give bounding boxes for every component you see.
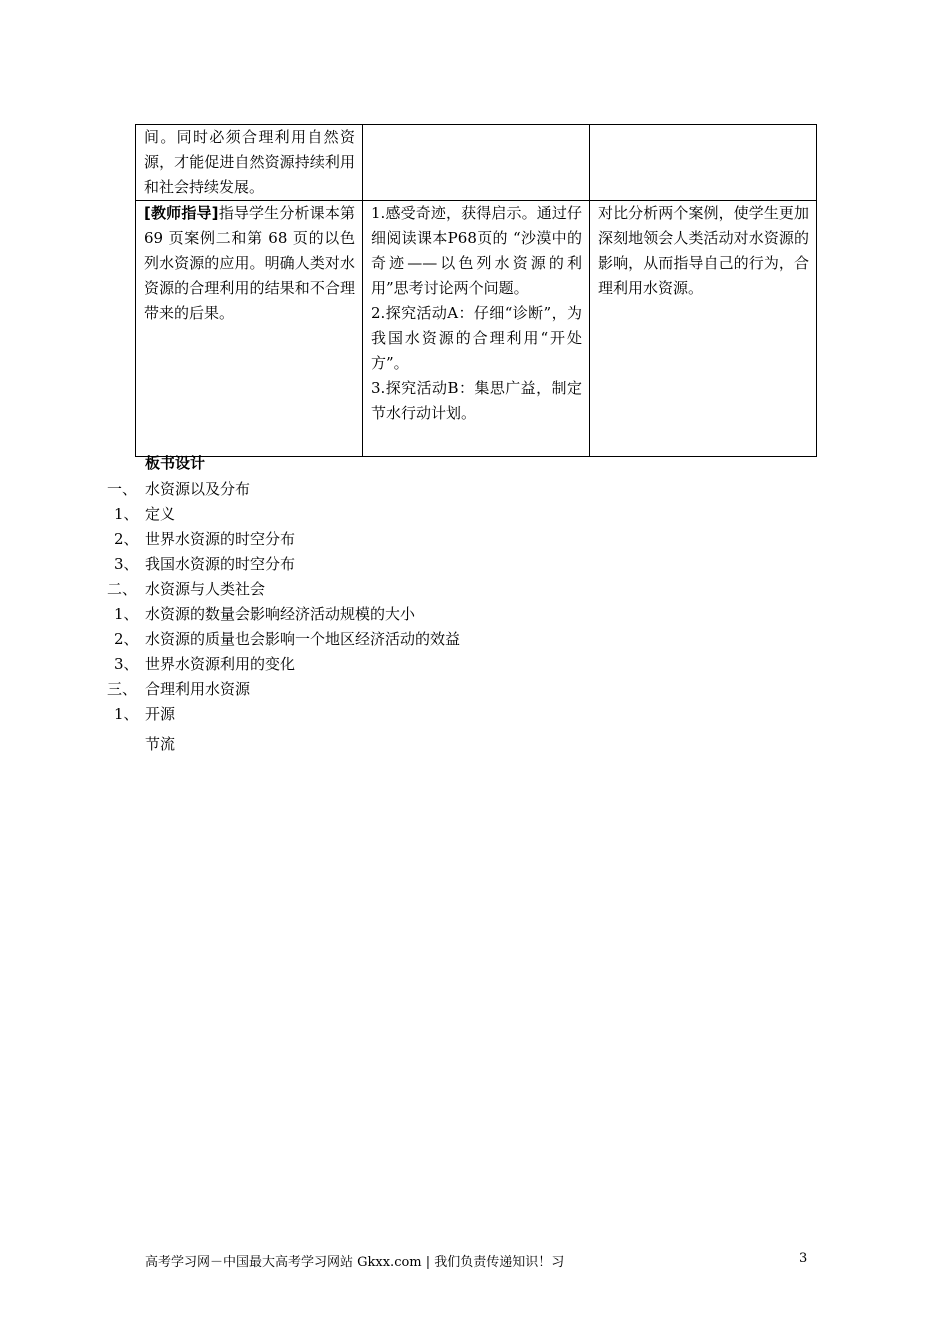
- table-cell: [363, 201, 590, 457]
- activity-item: 3.探究活动B：集思广益，制定节水行动计划。: [371, 379, 582, 422]
- table-cell: [590, 125, 817, 201]
- cell-text: 间。同时必须合理利用自然资源，才能促进自然资源持续利用和社会持续发展。: [144, 128, 355, 196]
- outline-number: 1、: [114, 605, 139, 623]
- teacher-guidance-label: [教师指导]: [144, 204, 219, 222]
- outline-text: 世界水资源的时空分布: [145, 530, 296, 548]
- page-footer: 高考学习网－中国最大高考学习网站 Gkxx.com | 我们负责传递知识！习: [145, 1255, 565, 1270]
- outline-number: 3、: [114, 655, 139, 673]
- outline-text: 水资源以及分布: [145, 480, 251, 498]
- outline-number: 三、: [107, 680, 138, 698]
- outline-text: 定义: [145, 505, 176, 523]
- outline-text: 节流: [145, 735, 176, 753]
- table-cell: [590, 201, 817, 457]
- outline-number: 2、: [114, 630, 139, 648]
- outline-number: 1、: [114, 705, 139, 723]
- table-cell: [136, 125, 363, 201]
- lesson-table: [135, 124, 817, 457]
- outline-number: 3、: [114, 555, 139, 573]
- activity-item: 2.探究活动A：仔细“诊断”，为我国水资源的合理利用“开处方”。: [371, 304, 582, 372]
- outline-text: 开源: [145, 705, 176, 723]
- table-cell: [136, 201, 363, 457]
- outline-number: 一、: [107, 480, 138, 498]
- table-cell: [363, 125, 590, 201]
- page-number: 3: [799, 1251, 808, 1266]
- outline-text: 合理利用水资源: [145, 680, 251, 698]
- outline-number: 二、: [107, 580, 138, 598]
- outline-text: 水资源的数量会影响经济活动规模的大小: [145, 605, 416, 623]
- table-row: [136, 125, 817, 201]
- cell-text: 指导学生分析课本第 69 页案例二和第 68 页的以色列水资源的应用。明确人类对水资源的合理利用的结果和不合理带来的后果。: [144, 204, 355, 322]
- table-row: [136, 201, 817, 457]
- cell-text: 对比分析两个案例，使学生更加深刻地领会人类活动对水资源的影响，从而指导自己的行为，合理利用水资源。: [598, 204, 809, 297]
- outline-text: 水资源与人类社会: [145, 580, 266, 598]
- activity-item: 1.感受奇迹，获得启示。通过仔细阅读课本P68页的 “沙漠中的奇迹——以色列水资源的利用”思考讨论两个问题。: [371, 204, 582, 297]
- outline-title: 板书设计: [145, 454, 206, 472]
- outline-number: 1、: [114, 505, 139, 523]
- outline-text: 世界水资源利用的变化: [145, 655, 296, 673]
- outline-text: 我国水资源的时空分布: [145, 555, 296, 573]
- outline-text: 水资源的质量也会影响一个地区经济活动的效益: [145, 630, 461, 648]
- outline-number: 2、: [114, 530, 139, 548]
